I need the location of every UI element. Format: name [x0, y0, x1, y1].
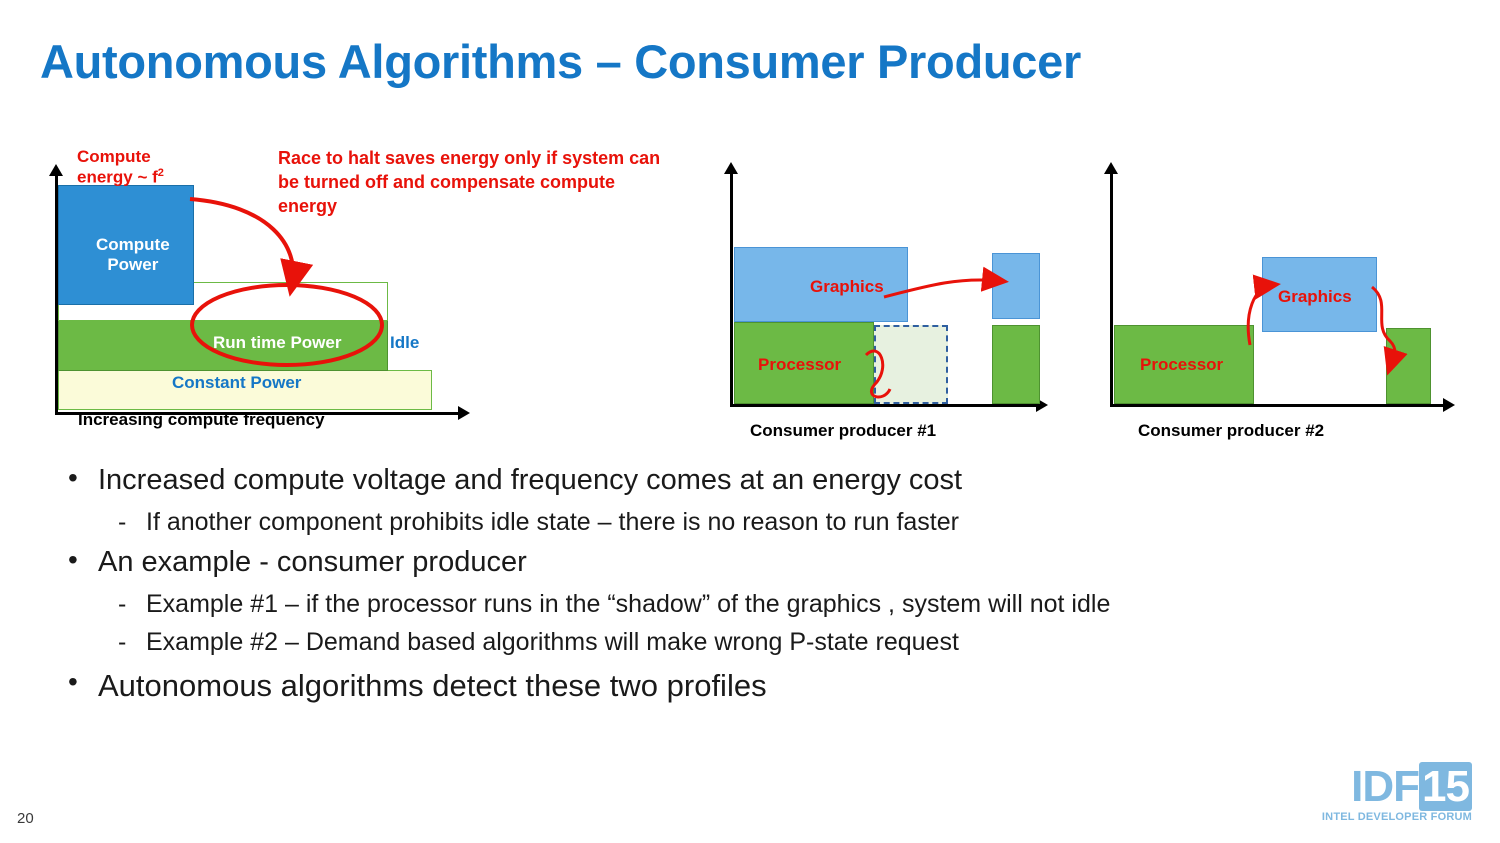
- figure2-graphics-bar-2: [992, 253, 1040, 319]
- figure2-label-processor: Processor: [758, 355, 842, 374]
- figure3-y-axis-arrow-icon: [1104, 162, 1118, 174]
- figure2-label-graphics: Graphics: [810, 277, 884, 296]
- label-compute-power: [96, 235, 170, 274]
- figure1-x-axis-label: Increasing compute frequency: [78, 410, 325, 429]
- compute-energy-note-line1: Compute: [77, 147, 151, 166]
- bullet-item: - If another component prohibits idle state – there is no reason to run faster: [52, 506, 1472, 538]
- label-compute-power-line1: Compute: [96, 235, 170, 254]
- label-compute-power-line2: Power: [107, 254, 159, 274]
- bullet-item: - Example #1 – if the processor runs in the “shadow” of the graphics , system will not idle: [52, 588, 1472, 620]
- label-run-time-power: Run time Power: [213, 333, 342, 352]
- bullet-item: • An example - consumer producer: [52, 544, 1472, 581]
- compute-energy-note-exponent: 2: [157, 166, 164, 179]
- figures-region: [0, 135, 1500, 445]
- figure3-y-axis: [1110, 173, 1113, 407]
- label-constant-power: Constant Power: [172, 373, 302, 392]
- figure2-x-axis: [730, 404, 1038, 407]
- compute-energy-note-line2: energy ~ f: [77, 167, 158, 187]
- idf-logo: [1321, 762, 1472, 823]
- bullet-list: [52, 462, 1472, 713]
- idf-logo-subtitle: INTEL DEVELOPER FORUM: [1321, 811, 1472, 823]
- label-idle: Idle: [390, 333, 420, 352]
- page-number: 20: [17, 810, 34, 827]
- figure3-label-graphics: Graphics: [1278, 287, 1352, 306]
- figure2-shadow-region: [874, 325, 948, 404]
- figure1-x-axis-arrow-icon: [458, 406, 470, 420]
- figure3-processor-bar-2: [1386, 328, 1431, 404]
- page-title: Autonomous Algorithms – Consumer Producer: [40, 35, 1081, 88]
- bullet-item: - Example #2 – Demand based algorithms will make wrong P-state request: [52, 626, 1472, 658]
- figure1-y-axis-arrow-icon: [49, 164, 63, 176]
- figure3-x-axis: [1110, 404, 1445, 407]
- bullet-item: • Autonomous algorithms detect these two profiles: [52, 666, 1472, 706]
- bullet-item: • Increased compute voltage and frequency comes at an energy cost: [52, 462, 1472, 499]
- figure3-x-axis-arrow-icon: [1443, 398, 1455, 412]
- figure2-y-axis: [730, 173, 733, 407]
- idf-logo-main: [1322, 762, 1472, 811]
- figure3-caption: Consumer producer #2: [1138, 421, 1325, 440]
- figure2-caption: Consumer producer #1: [750, 421, 937, 440]
- figure2-y-axis-arrow-icon: [724, 162, 738, 174]
- figure3-label-processor: Processor: [1140, 355, 1224, 374]
- race-to-halt-callout: Race to halt saves energy only if system can be turned off and compensate compute energy: [278, 148, 661, 216]
- compute-energy-note: [77, 147, 164, 187]
- figure2-processor-bar-2: [992, 325, 1040, 404]
- idf-logo-text: IDF: [1351, 762, 1420, 811]
- idf-logo-year: 15: [1419, 762, 1472, 811]
